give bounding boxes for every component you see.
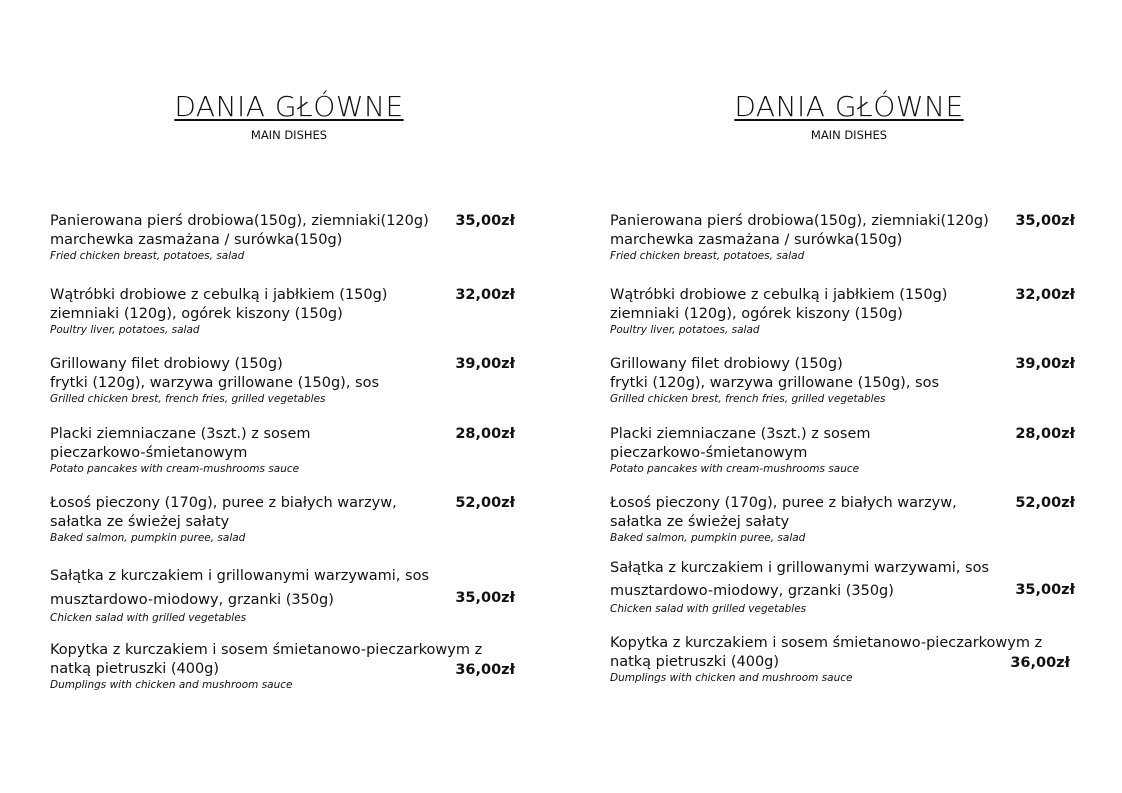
menu-item (610, 634, 1075, 685)
item-english: Grilled chicken brest, french fries, grilled vegetables (610, 393, 886, 405)
item-name-line1: Łosoś pieczony (170g), puree z białych warzyw, (610, 495, 957, 511)
item-price: 36,00zł (1010, 655, 1070, 671)
item-name-line2: ziemniaki (120g), ogórek kiszony (150g) (50, 306, 343, 322)
page-title: DANIA GŁÓWNE (174, 90, 404, 123)
item-price: 35,00zł (455, 590, 515, 606)
item-english: Grilled chicken brest, french fries, grilled vegetables (50, 393, 326, 405)
item-english: Dumplings with chicken and mushroom sauce (610, 672, 853, 684)
item-name-line2: marchewka zasmażana / surówka(150g) (50, 232, 343, 248)
item-english: Poultry liver, potatoes, salad (50, 324, 200, 336)
menu-item (610, 494, 1075, 545)
item-english: Baked salmon, pumpkin puree, salad (610, 532, 806, 544)
menu-item (610, 557, 1075, 616)
item-name-line2: pieczarkowo-śmietanowym (50, 445, 248, 461)
item-name-line2: sałatka ze świeżej sałaty (610, 514, 790, 530)
item-name-line2: sałatka ze świeżej sałaty (50, 514, 230, 530)
item-english: Chicken salad with grilled vegetables (50, 612, 247, 624)
item-name-line2: marchewka zasmażana / surówka(150g) (610, 232, 903, 248)
menu-item (50, 212, 515, 263)
item-name-line2: frytki (120g), warzywa grillowane (150g), sos (610, 375, 940, 391)
item-price: 52,00zł (455, 495, 515, 511)
item-price: 35,00zł (1015, 582, 1075, 598)
menu-item (50, 425, 515, 476)
item-price: 39,00zł (455, 356, 515, 372)
item-name-line1: Wątróbki drobiowe z cebulką i jabłkiem (150g) (610, 287, 948, 303)
menu-item (50, 494, 515, 545)
item-name-line1: Łosoś pieczony (170g), puree z białych warzyw, (50, 495, 397, 511)
item-name-line1: Kopytka z kurczakiem i sosem śmietanowo-pieczarkowym z (50, 642, 483, 658)
item-english: Fried chicken breast, potatoes, salad (610, 250, 805, 262)
item-english: Chicken salad with grilled vegetables (610, 603, 807, 615)
menu-item (50, 355, 515, 406)
menu-item (50, 564, 515, 625)
item-name-line1: Panierowana pierś drobiowa(150g), ziemniaki(120g) (50, 213, 429, 229)
item-price: 28,00zł (455, 426, 515, 442)
item-name-line2: frytki (120g), warzywa grillowane (150g), sos (50, 375, 380, 391)
menu-page-right (610, 0, 1090, 793)
item-price: 28,00zł (1015, 426, 1075, 442)
item-english: Baked salmon, pumpkin puree, salad (50, 532, 246, 544)
menu-item (610, 286, 1075, 337)
item-name-line1: Sałątka z kurczakiem i grillowanymi warzywami, sos (610, 560, 990, 576)
menu-item (610, 425, 1075, 476)
item-name-line2: musztardowo-miodowy, grzanki (350g) (610, 583, 894, 599)
item-english: Potato pancakes with cream-mushrooms sauce (610, 463, 860, 475)
item-price: 35,00zł (455, 213, 515, 229)
item-name-line1: Grillowany filet drobiowy (150g) (610, 356, 843, 372)
item-price: 36,00zł (455, 662, 515, 678)
menu-item (50, 286, 515, 337)
item-name-line1: Placki ziemniaczane (3szt.) z sosem (50, 426, 311, 442)
item-name-line1: Placki ziemniaczane (3szt.) z sosem (610, 426, 871, 442)
menu-item (50, 641, 515, 692)
page-subtitle: MAIN DISHES (810, 128, 888, 142)
item-name-line2: musztardowo-miodowy, grzanki (350g) (50, 592, 334, 608)
item-name-line2: natką pietruszki (400g) (50, 661, 220, 677)
item-price: 52,00zł (1015, 495, 1075, 511)
item-name-line1: Kopytka z kurczakiem i sosem śmietanowo-pieczarkowym z (610, 635, 1043, 651)
item-name-line1: Grillowany filet drobiowy (150g) (50, 356, 283, 372)
item-english: Potato pancakes with cream-mushrooms sauce (50, 463, 300, 475)
item-price: 35,00zł (1015, 213, 1075, 229)
item-name-line1: Sałątka z kurczakiem i grillowanymi warzywami, sos (50, 568, 430, 584)
page-title: DANIA GŁÓWNE (734, 90, 964, 123)
item-price: 39,00zł (1015, 356, 1075, 372)
item-name-line1: Wątróbki drobiowe z cebulką i jabłkiem (150g) (50, 287, 388, 303)
item-price: 32,00zł (1015, 287, 1075, 303)
menu-item (610, 212, 1075, 263)
item-name-line2: pieczarkowo-śmietanowym (610, 445, 808, 461)
page-subtitle: MAIN DISHES (250, 128, 328, 142)
item-name-line2: ziemniaki (120g), ogórek kiszony (150g) (610, 306, 903, 322)
item-english: Fried chicken breast, potatoes, salad (50, 250, 245, 262)
item-price: 32,00zł (455, 287, 515, 303)
menu-item (610, 355, 1075, 406)
item-english: Dumplings with chicken and mushroom sauce (50, 679, 293, 691)
item-english: Poultry liver, potatoes, salad (610, 324, 760, 336)
item-name-line1: Panierowana pierś drobiowa(150g), ziemniaki(120g) (610, 213, 989, 229)
item-name-line2: natką pietruszki (400g) (610, 654, 780, 670)
menu-page-left (50, 0, 530, 793)
